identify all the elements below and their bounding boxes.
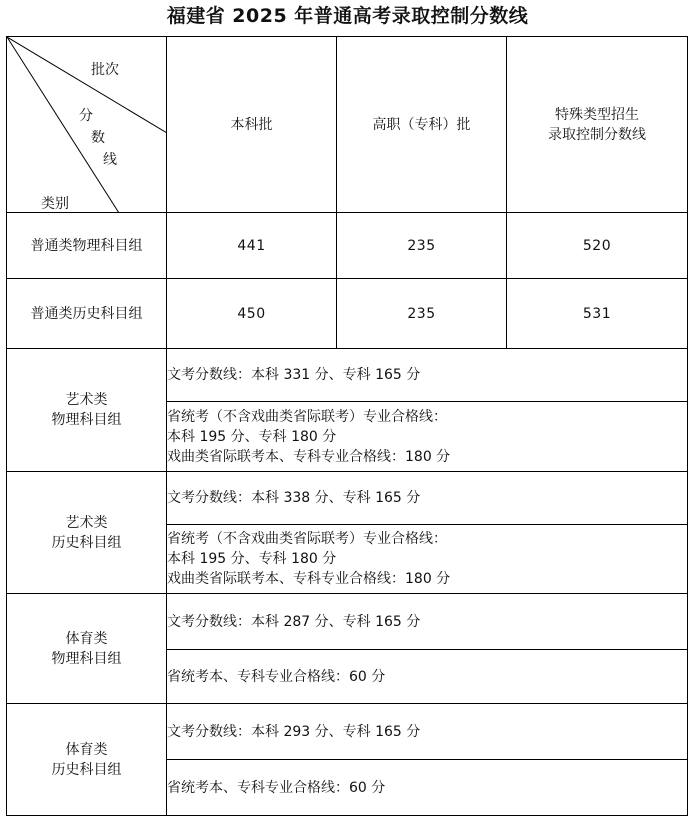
header-special-line1: 特殊类型招生 bbox=[555, 106, 639, 123]
group-label bbox=[7, 472, 167, 594]
group-label-line1: 体育类 bbox=[65, 741, 108, 758]
page-title: 福建省 2025 年普通高考录取控制分数线 bbox=[166, 5, 529, 27]
major-pass-line bbox=[167, 525, 688, 594]
header-vocational-batch: 高职（专科）批 bbox=[337, 37, 507, 213]
table-row bbox=[7, 213, 688, 279]
group-label bbox=[7, 594, 167, 704]
header-batch-label: 批次 bbox=[91, 62, 119, 78]
major-pass-line bbox=[167, 402, 688, 472]
score-cell: 531 bbox=[507, 279, 688, 349]
header-score-label-1: 分 bbox=[79, 108, 93, 124]
major-pass-text: 本科 195 分、专科 180 分 bbox=[167, 428, 337, 445]
group-label-line1: 体育类 bbox=[65, 630, 108, 647]
group-label-line1: 艺术类 bbox=[65, 514, 108, 531]
header-score-label-3: 线 bbox=[103, 152, 117, 168]
score-cell: 450 bbox=[167, 279, 337, 349]
score-cell: 235 bbox=[337, 213, 507, 279]
score-cell: 235 bbox=[337, 279, 507, 349]
group-label-line2: 物理科目组 bbox=[51, 412, 122, 428]
score-table bbox=[6, 36, 688, 816]
culture-score-line: 文考分数线：本科 338 分、专科 165 分 bbox=[167, 472, 688, 525]
score-cell: 441 bbox=[167, 213, 337, 279]
group-label-line2: 历史科目组 bbox=[51, 534, 122, 551]
major-pass-text: 本科 195 分、专科 180 分 bbox=[167, 551, 337, 567]
header-special-line2: 录取控制分数线 bbox=[548, 126, 646, 143]
row-label: 普通类物理科目组 bbox=[7, 213, 167, 279]
header-row bbox=[7, 37, 688, 213]
header-category-label: 类别 bbox=[41, 196, 69, 212]
header-undergrad-batch: 本科批 bbox=[167, 37, 337, 213]
group-label-line2: 物理科目组 bbox=[51, 650, 122, 667]
major-pass-line: 省统考本、专科专业合格线：60 分 bbox=[167, 650, 688, 704]
table-row bbox=[7, 349, 688, 402]
culture-score-line: 文考分数线：本科 287 分、专科 165 分 bbox=[167, 594, 688, 650]
major-pass-text: 省统考（不含戏曲类省际联考）专业合格线： bbox=[167, 531, 447, 547]
score-cell: 520 bbox=[507, 213, 688, 279]
group-label-line2: 历史科目组 bbox=[51, 761, 122, 778]
group-label bbox=[7, 349, 167, 472]
major-pass-line: 省统考本、专科专业合格线：60 分 bbox=[167, 760, 688, 816]
major-pass-text: 戏曲类省际联考本、专科专业合格线：180 分 bbox=[167, 448, 451, 465]
header-score-label-2: 数 bbox=[91, 130, 105, 146]
group-label bbox=[7, 704, 167, 816]
table-row bbox=[7, 594, 688, 650]
table-row bbox=[7, 704, 688, 760]
table-row bbox=[7, 279, 688, 349]
table-row bbox=[7, 472, 688, 525]
culture-score-line: 文考分数线：本科 331 分、专科 165 分 bbox=[167, 349, 688, 402]
row-label: 普通类历史科目组 bbox=[7, 279, 167, 349]
diagonal-header-cell bbox=[7, 37, 167, 213]
major-pass-text: 省统考（不含戏曲类省际联考）专业合格线： bbox=[167, 408, 447, 425]
header-special-admission bbox=[507, 37, 688, 213]
major-pass-text: 戏曲类省际联考本、专科专业合格线：180 分 bbox=[167, 571, 451, 587]
culture-score-line: 文考分数线：本科 293 分、专科 165 分 bbox=[167, 704, 688, 760]
diagonal-lines bbox=[7, 37, 167, 213]
group-label-line1: 艺术类 bbox=[65, 392, 108, 408]
